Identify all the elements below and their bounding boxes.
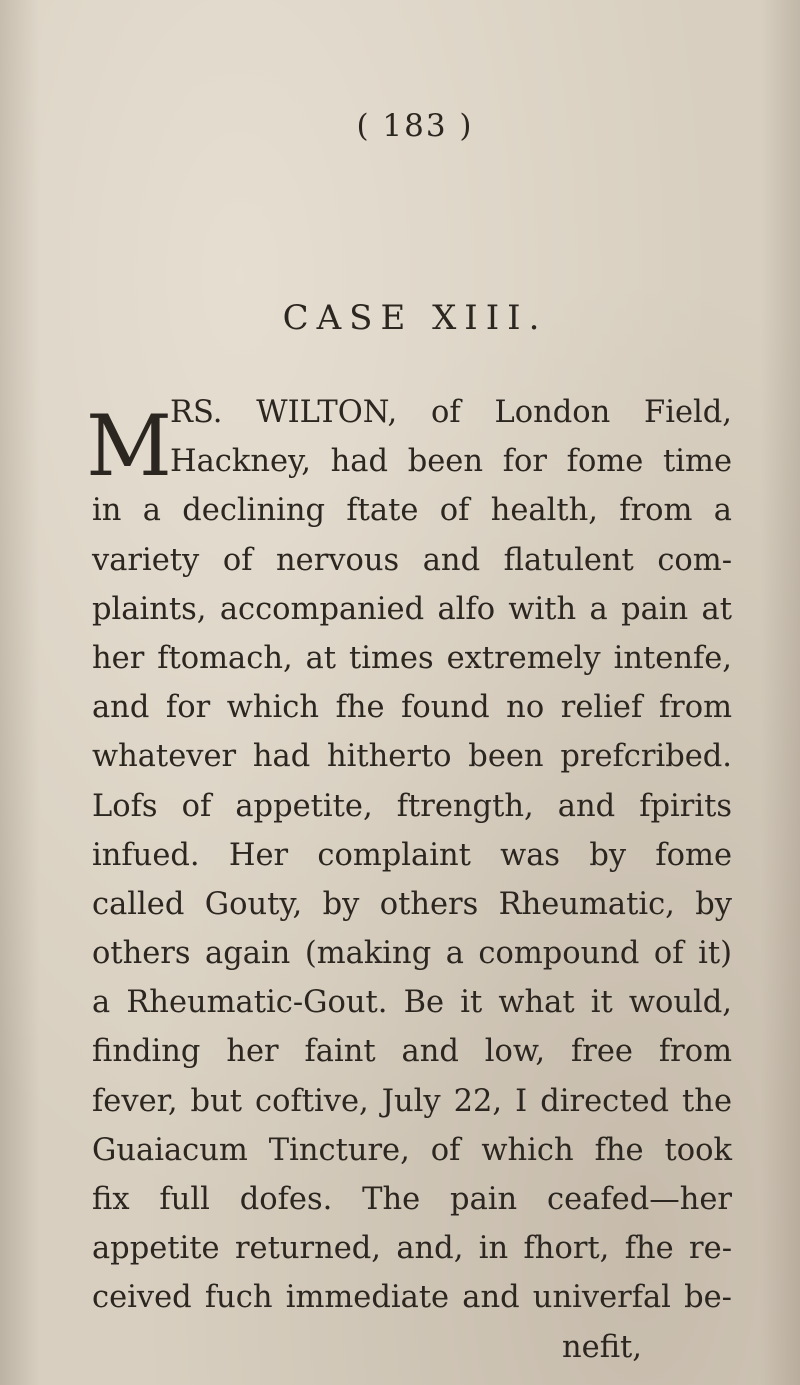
text-line: fix full dofes. The pain ceafed—her: [92, 1182, 732, 1217]
text-line: a Rheumatic-Gout. Be it what it would,: [92, 985, 732, 1021]
drop-cap: M: [86, 397, 173, 495]
text-line: fever, but coftive, July 22, I directed the: [92, 1083, 732, 1119]
text-line: appetite returned, and, in fhort, fhe re-: [92, 1231, 732, 1267]
body-text: [86, 388, 732, 1372]
text-line: Guaiacum Tincture, of which fhe took: [92, 1132, 732, 1168]
text-line: her ftomach, at times extremely intenfe,: [92, 640, 732, 676]
text-line: infued. Her complaint was by fome: [92, 837, 732, 873]
page-number: ( 183 ): [356, 108, 474, 144]
text-line: in a declining ftate of health, from a: [92, 493, 732, 529]
text-line: others again (making a compound of it): [92, 936, 732, 972]
text-line: finding her faint and low, free from: [92, 1034, 732, 1070]
text-line: variety of nervous and flatulent com-: [92, 542, 732, 578]
text-line: ceived fuch immediate and univerfal be-: [92, 1280, 732, 1316]
text-line: Hackney, had been for fome time: [170, 444, 732, 480]
text-line: RS. WILTON, of London Field,: [170, 395, 732, 430]
text-line: whatever had hitherto been prefcribed.: [92, 739, 732, 775]
text-line: nefit,: [562, 1329, 642, 1365]
text-line: plaints, accompanied alfo with a pain at: [92, 591, 732, 627]
case-heading: CASE XIII.: [282, 298, 548, 338]
text-line: Lofs of appetite, ftrength, and fpirits: [92, 788, 732, 824]
text-line: and for which fhe found no relief from: [92, 690, 732, 726]
text-line: called Gouty, by others Rheumatic, by: [92, 886, 732, 922]
